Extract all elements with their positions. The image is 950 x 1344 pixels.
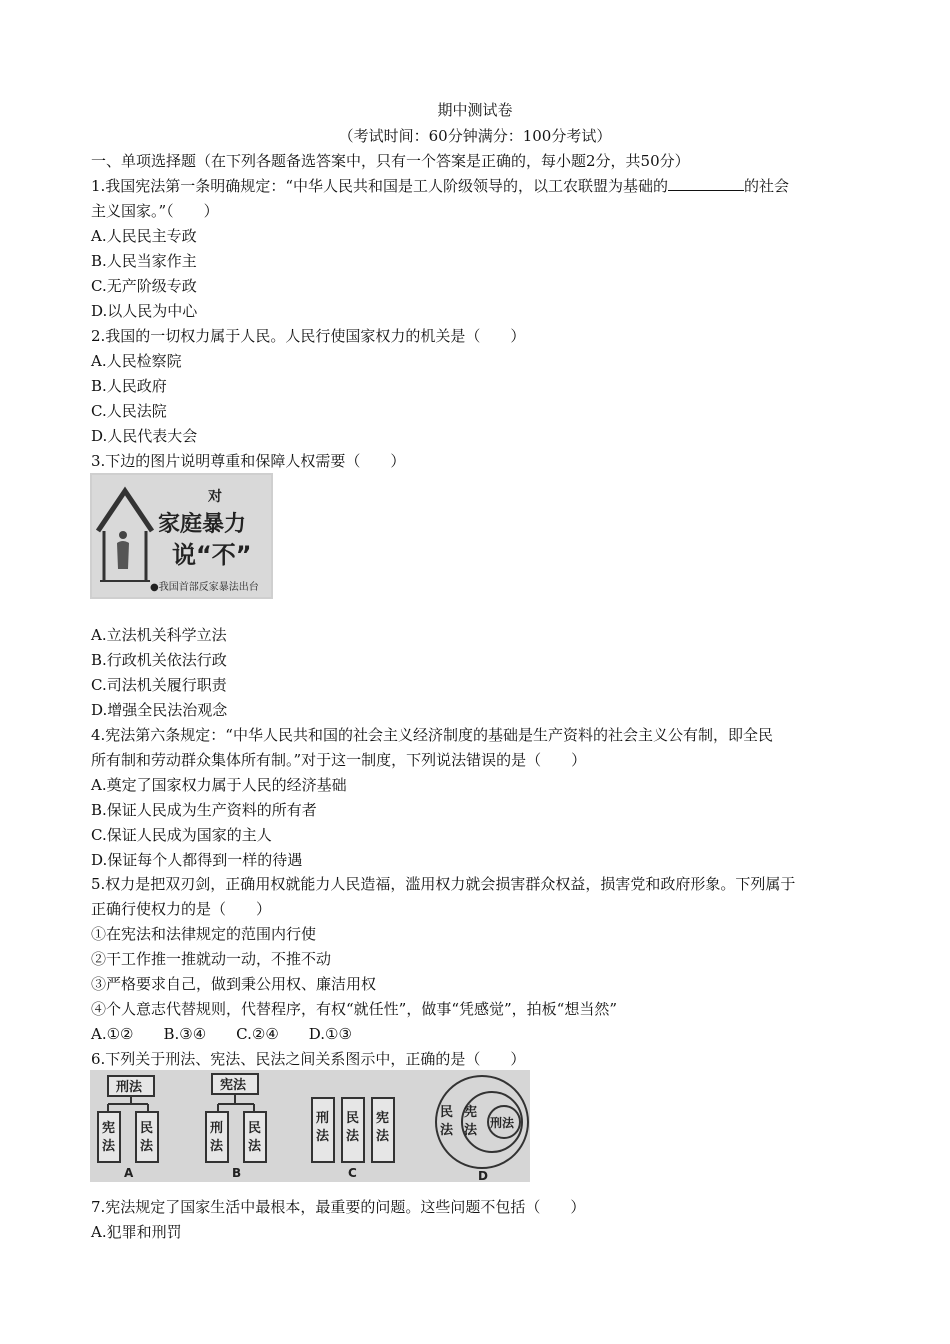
exam-title: 期中测试卷 [437,101,513,119]
q4-stem-line2: 所有制和劳动群众集体所有制。”对于这一制度，下列说法错误的是（ ） [91,751,587,769]
q4-stem-line1: 4.宪法第六条规定：“中华人民共和国的社会主义经济制度的基础是生产资料的社会主义公有制，即全民 [91,726,773,744]
q1-blank [668,176,744,191]
q7-option-a: A.犯罪和刑罚 [91,1223,182,1241]
diagram-a-top: 刑法 [116,1080,143,1095]
q1-stem-line2: 主义国家。”（ ） [91,202,219,220]
q3-stem: 3.下边的图片说明尊重和保障人权需要（ ） [91,452,406,470]
diagram-b-right: 民法 [248,1121,262,1154]
q4-option-c: C.保证人民成为国家的主人 [91,826,272,844]
diagram-a-left: 宪法 [102,1121,116,1154]
diagram-c-item2: 民法 [346,1111,360,1144]
poster-caption: ●我国首部反家暴法出台 [150,582,259,593]
q6-stem: 6.下列关于刑法、宪法、民法之间关系图示中，正确的是（ ） [91,1050,526,1068]
poster-line1: 家庭暴力 [158,512,247,537]
diagram-c-item3: 宪法 [376,1111,390,1144]
q2-option-d: D.人民代表大会 [91,427,198,445]
q3-option-a: A.立法机关科学立法 [91,626,227,644]
q1-option-a: A.人民民主专政 [91,227,197,245]
q1-stem-part1: 1.我国宪法第一条明确规定：“中华人民共和国是工人阶级领导的，以工农联盟为基础的 [91,177,668,195]
q1-option-d: D.以人民为中心 [91,302,198,320]
diagram-d-label: D [478,1169,488,1182]
diagram-d-inner: 刑法 [490,1116,515,1130]
diagram-d-outer: 民法 [440,1105,454,1138]
q2-option-a: A.人民检察院 [91,352,182,370]
q2-option-c: C.人民法院 [91,402,167,420]
section-heading: 一、单项选择题（在下列各题备选答案中，只有一个答案是正确的，每小题2分，共50分） [91,152,690,170]
poster-line2: 说“不” [172,541,252,569]
q4-option-d: D.保证每个人都得到一样的待遇 [91,851,303,869]
q1-stem-part2: 的社会 [743,177,789,195]
diagram-a-label: A [124,1166,134,1180]
q3-option-c: C.司法机关履行职责 [91,676,227,694]
q3-option-d: D.增强全民法治观念 [91,701,228,719]
q4-option-b: B.保证人民成为生产资料的所有者 [91,801,317,819]
q1-stem-line1 [91,176,789,196]
q5-item-4: ④个人意志代替规则，代替程序，有权“就任性”，做事“凭感觉”，拍板“想当然” [91,1000,618,1018]
q3-poster-image [90,473,273,599]
q1-option-b: B.人民当家作主 [91,252,197,270]
diagram-a-right: 民法 [140,1121,154,1154]
diagram-b-label: B [232,1166,242,1180]
diagram-c-label: C [348,1166,357,1180]
q5-item-1: ①在宪法和法律规定的范围内行使 [91,925,317,943]
q2-stem: 2.我国的一切权力属于人民。人民行使国家权力的机关是（ ） [91,327,526,345]
diagram-d-middle: 宪法 [464,1105,478,1138]
diagram-c-item1: 刑法 [316,1111,330,1144]
q4-option-a: A.奠定了国家权力属于人民的经济基础 [91,776,347,794]
q1-option-c: C.无产阶级专政 [91,277,197,295]
poster-small-char: 对 [208,489,222,505]
q2-option-b: B.人民政府 [91,377,167,395]
figure-head-icon [119,531,127,539]
diagram-b-left: 刑法 [210,1121,224,1154]
q5-stem-line1: 5.权力是把双刃剑，正确用权就能力人民造福，滥用权力就会损害群众权益，损害党和政府形象。下列属于 [91,875,796,893]
q7-stem: 7.宪法规定了国家生活中最根本，最重要的问题。这些问题不包括（ ） [91,1198,586,1216]
q5-options: A.①② B.③④ C.②④ D.①③ [91,1025,352,1043]
q3-option-b: B.行政机关依法行政 [91,651,227,669]
q5-item-2: ②干工作推一推就动一动，不推不动 [91,950,332,968]
q5-item-3: ③严格要求自己，做到秉公用权、廉洁用权 [91,975,377,993]
q5-stem-line2: 正确行使权力的是（ ） [91,900,272,918]
exam-subtitle: （考试时间：60分钟满分：100分考试） [338,127,612,145]
q6-diagram [90,1070,530,1182]
diagram-b-top: 宪法 [220,1078,247,1093]
